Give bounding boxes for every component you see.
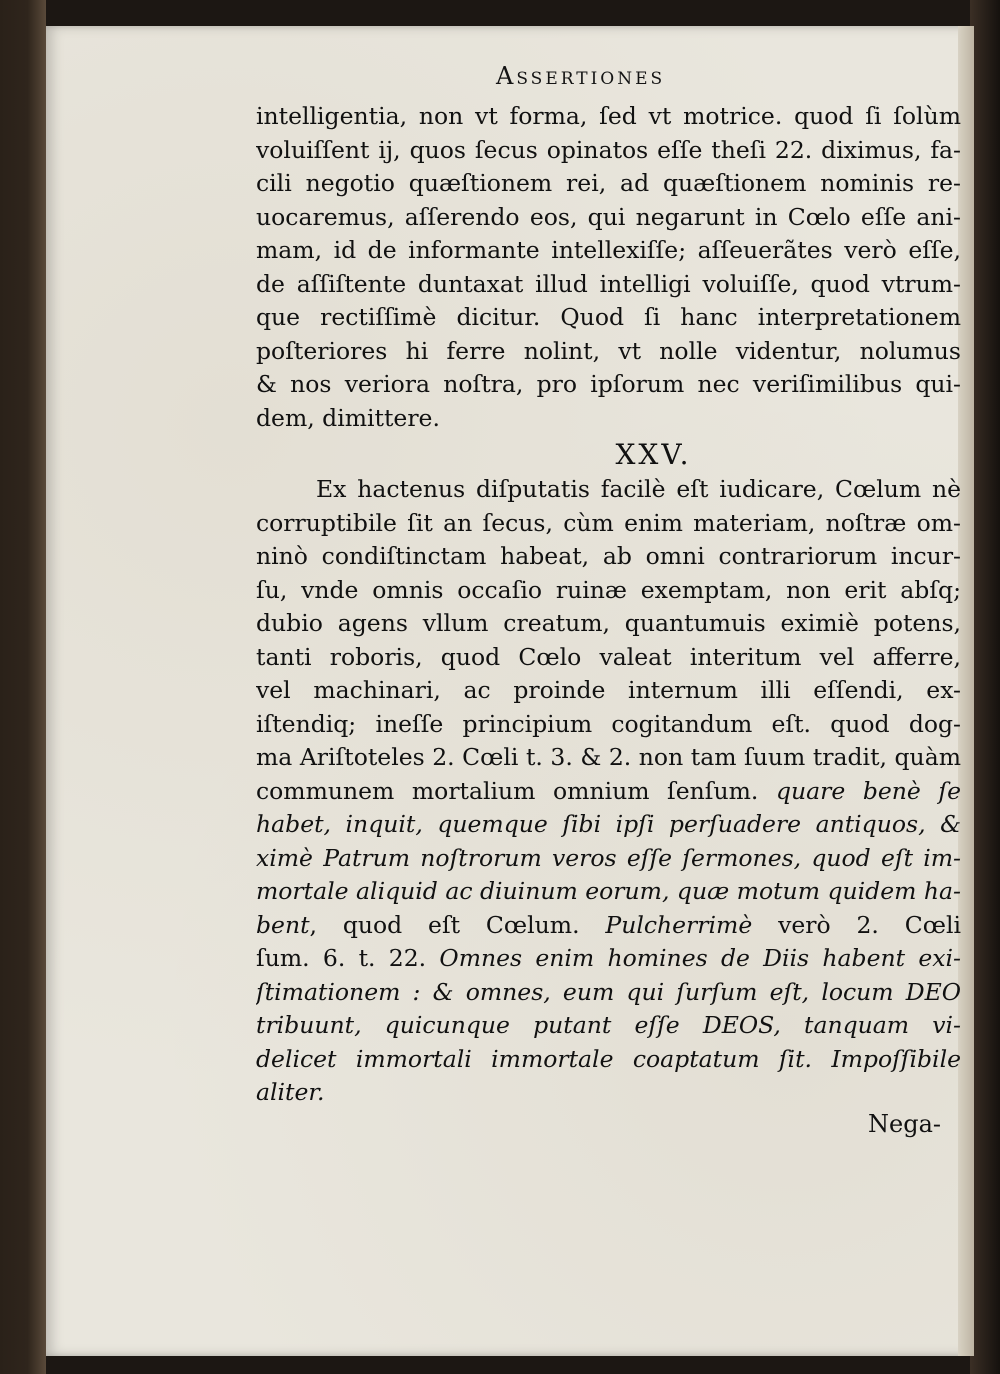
text-line-mixed [256,942,961,976]
text-line: ninò condiſtinctam habeat, ab omni contrariorum incur- [256,542,961,570]
italic-line: delicet immortali immortale coaptatum ſit. Impoſſibile [256,1044,961,1073]
text-line-mixed [256,775,961,809]
text-line: poſteriores hi ferre nolint, vt nolle videntur, nolumus [256,336,961,365]
text-line: mam, id de informante intellexiſſe; aſſeuerãtes verò eſſe, [256,236,961,264]
italic-line: mortale aliquid ac diuinum eorum, quæ motum quidem ha- [256,877,961,905]
text-line: dubio agens vllum creatum, quantumuis eximiè potens, [256,609,961,637]
italic-span: bent [256,910,310,939]
text-span: , quod eſt Cœlum. [309,910,580,939]
text-line: uocaremus, aſſerendo eos, qui negarunt in Cœlo eſſe ani- [256,202,961,231]
text-span: communem mortalium omnium ſenſum. [256,776,759,805]
text-line: tanti roboris, quod Cœlo valeat interitum vel afferre, [256,642,961,671]
italic-span: quare benè ſe [775,776,961,805]
italic-line: ximè Patrum noſtrorum veros eſſe ſermones, quod eſt im- [256,843,961,872]
text-line-mixed [256,909,961,943]
italic-line: tribuunt, quicunque putant eſſe DEOS, tanquam vi- [256,1011,961,1039]
italic-span: Omnes enim homines de Diis habent exi- [439,944,961,972]
text-line: ma Ariſtoteles 2. Cœli t. 3. & 2. non tam ſuum tradit, quàm [256,743,961,771]
text-line: que rectiſſimè dicitur. Quod ſi hanc interpretationem [256,303,961,331]
text-line: dem, dimittere. [256,403,440,432]
italic-line: ſtimationem : & omnes, eum qui ſurſum eſt, locum DEO [256,977,961,1006]
right-border [970,0,1000,1374]
italic-line: habet, inquit, quemque ſibi ipſi perſuadere antiquos, & [256,810,961,838]
running-head: Assertiones [496,62,666,90]
text-line: vel machinari, ac proinde internum illi eſſendi, ex- [256,676,961,704]
text-line: cili negotio quæſtionem rei, ad quæſtionem nominis re- [256,169,961,197]
text-line: ſu, vnde omnis occaſio ruinæ exemptam, non erit abſq; [256,575,961,604]
text-block [256,100,961,1110]
text-line: iſtendiq; ineſſe principium cogitandum eſt. quod dog- [256,709,961,738]
text-line: corruptibile ſit an ſecus, cùm enim materiam, noſtræ om- [256,508,961,537]
text-line: Ex hactenus diſputatis facilè eſt iudicare, Cœlum nè [316,475,961,503]
text-line: de aſſiſtente duntaxat illud intelligi voluiſſe, quod vtrum- [256,269,961,298]
text-line: voluiſſent ij, quos ſecus opinatos eſſe theſi 22. diximus, fa- [256,135,961,164]
left-border [0,0,46,1374]
text-line: & nos veriora noſtra, pro ipſorum nec veriſimilibus qui- [256,370,961,398]
catchword: Nega- [868,1110,941,1138]
section-number: XXV. [615,438,692,471]
italic-line: aliter. [256,1078,325,1106]
italic-span: Pulcherrimè [605,910,753,939]
text-line: intelligentia, non vt forma, ſed vt motrice. quod ſi ſolùm [256,102,961,130]
text-span: verò 2. Cœli [778,910,961,939]
text-span: ſum. 6. t. 22. [256,944,427,972]
